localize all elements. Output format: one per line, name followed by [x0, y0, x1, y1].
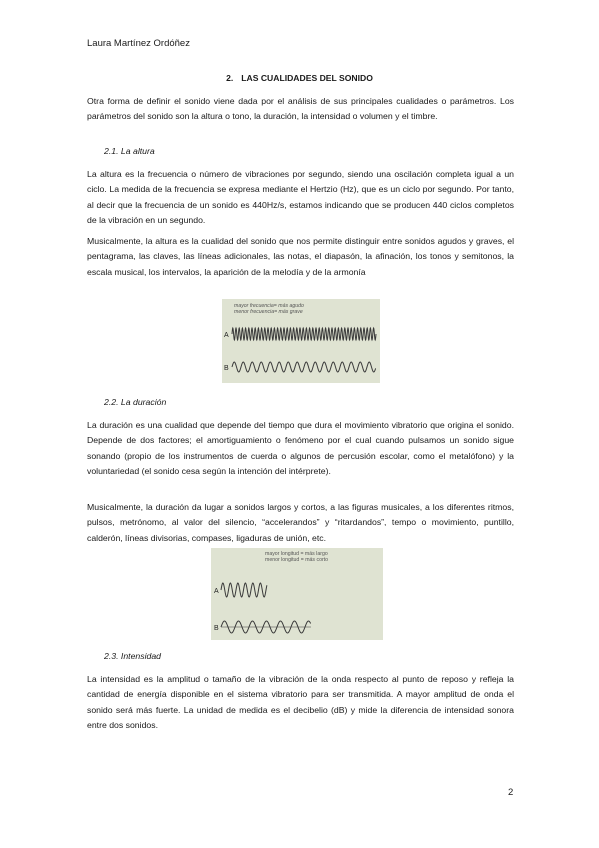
altura-paragraph-2: Musicalmente, la altura es la cualidad del sonido que nos permite distinguir entre sonidos agudos y graves, el pentagrama, las claves, las líneas adicionales, las notas, el diapasón, la afinación, los tonos y semitonos, la escala musical, los intervalos, la aparición de la melodía y de la armonía — [87, 236, 514, 277]
section-number: 2. — [226, 73, 234, 83]
frequency-diagram — [222, 299, 380, 383]
subheading-duracion: 2.2. La duración — [104, 397, 167, 407]
dur-caption-1: mayor longitud = más largo — [265, 551, 328, 557]
dur-label-b: B — [214, 625, 219, 632]
dur-label-a: A — [214, 588, 219, 595]
intensidad-paragraph-1: La intensidad es la amplitud o tamaño de la vibración de la onda respecto al punto de reposo y refleja la cantidad de energía disponible en el sistema vibratorio para ser transmitida. A mayor amplitud de onda el sonido será más fuerte. La unidad de medida es el decibelio (dB) y mide la diferencia de intensidad sonora entre dos sonidos. — [87, 674, 514, 730]
freq-label-a: A — [224, 332, 229, 339]
duracion-paragraph-2: Musicalmente, la duración da lugar a sonidos largos y cortos, a las figuras musicales, a los diferentes ritmos, pulsos, metrónomo, al valor del silencio, “accelerandos” y “ritardandos”, tempo o movimiento, puntillo, calderón, líneas divisorias, compases, ligaduras de unión, etc. — [87, 502, 514, 543]
section-title-text: LAS CUALIDADES DEL SONIDO — [241, 73, 373, 83]
section-heading — [0, 73, 599, 83]
dur-caption-2: menor longitud = más corto — [265, 557, 329, 563]
page-header-author: Laura Martínez Ordóñez — [87, 38, 190, 49]
duration-figure — [211, 548, 383, 640]
intro-paragraph: Otra forma de definir el sonido viene dada por el análisis de sus principales cualidades o parámetros. Los parámetros del sonido son la altura o tono, la duración, la intensidad o volumen y el timbre. — [87, 96, 514, 122]
subheading-intensidad: 2.3. Intensidad — [104, 651, 161, 661]
duration-diagram — [211, 548, 383, 640]
subheading-altura: 2.1. La altura — [104, 146, 155, 156]
duracion-paragraph-1: La duración es una cualidad que depende del tiempo que dura el movimiento vibratorio que origina el sonido. Depende de dos factores; el amortiguamiento o fenómeno por el cual cuando pulsamos un sonido sigue sonando (propio de los instrumentos de cuerda o algunos de percusión escolar, como el metalófono) y la voluntariedad (el sonido cesa según la intención del intérprete). — [87, 420, 514, 476]
freq-caption-2: menor frecuencia= más grave — [234, 309, 303, 315]
freq-caption-1: mayor frecuencia= más agudo — [234, 303, 304, 309]
frequency-figure — [222, 299, 380, 383]
freq-label-b: B — [224, 365, 229, 372]
page-number: 2 — [508, 787, 514, 798]
altura-paragraph-1: La altura es la frecuencia o número de vibraciones por segundo, siendo una oscilación completa igual a un ciclo. La medida de la frecuencia se expresa mediante el Hertzio (Hz), que es un ciclo por segundo. Por tanto, al decir que la frecuencia de un sonido es 440Hz/s, estamos indicando que se producen 440 ciclos completos de la vibración en un segundo. — [87, 169, 514, 225]
